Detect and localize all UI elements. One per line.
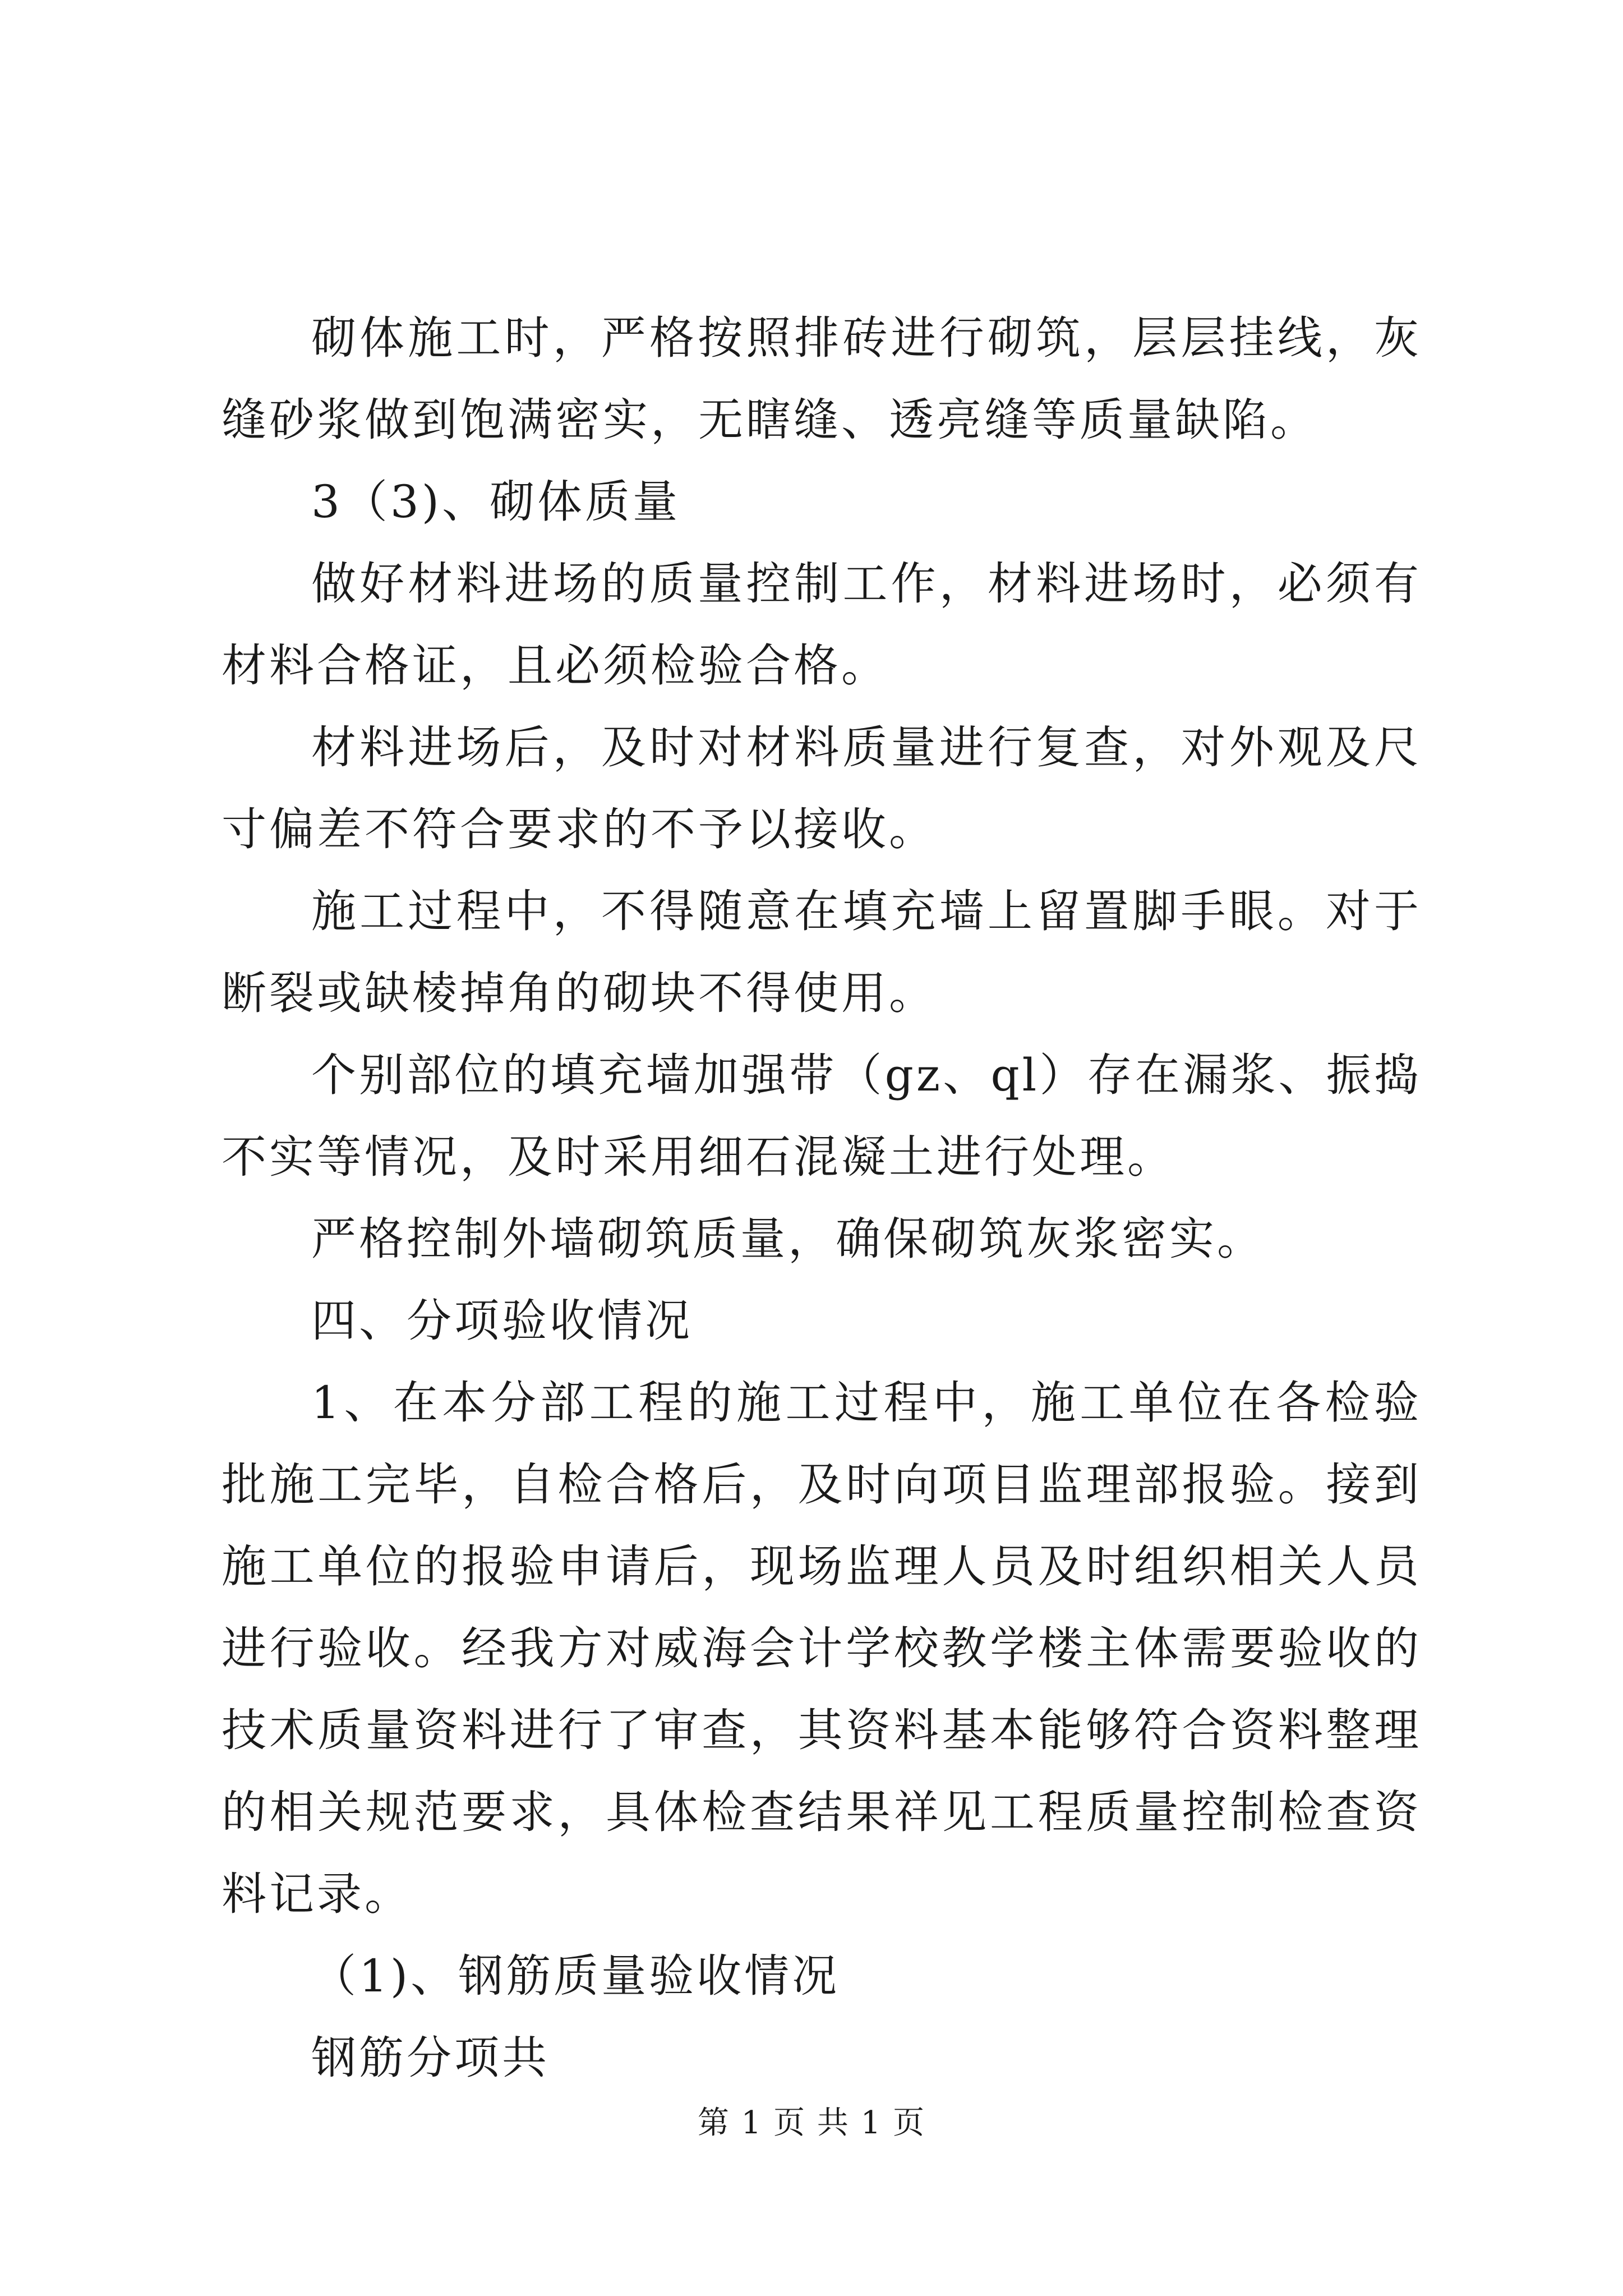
heading-rebar-acceptance: （1)、钢筋质量验收情况 <box>311 1950 840 2002</box>
paragraph-exterior-wall: 严格控制外墙砌筑质量，确保砌筑灰浆密实。 <box>311 1213 1265 1265</box>
paragraph-reinforcement-band: 个别部位的填充墙加强带（gz、ql）存在漏浆、振捣不实等情况，及时采用细石混凝土进行处理。 <box>222 1049 1422 1183</box>
heading-sub-item-acceptance: 四、分项验收情况 <box>311 1295 693 1347</box>
paragraph-material-entry-control: 做好材料进场的质量控制工作，材料进场时，必须有材料合格证，且必须检验合格。 <box>222 558 1422 692</box>
paragraph-rebar-count: 钢筋分项共 <box>311 2032 550 2084</box>
paragraph-material-recheck: 材料进场后，及时对材料质量进行复查，对外观及尺寸偏差不符合要求的不予以接收。 <box>222 721 1422 855</box>
paragraph-acceptance-process: 1、在本分部工程的施工过程中，施工单位在各检验批施工完毕，自检合格后，及时向项目监理部报验。接到施工单位的报验申请后，现场监理人员及时组织相关人员进行验收。经我方对威海会计学校教学楼主体需要验收的技术质量资料进行了审查，其资料基本能够符合资料整理的相关规范要求，具体检查结果祥见工程质量控制检查资料记录。 <box>222 1377 1422 1920</box>
page-footer: 第 1 页 共 1 页 <box>697 2105 926 2141</box>
heading-masonry-quality: 3（3)、砌体质量 <box>311 476 681 528</box>
paragraph-masonry-construction: 砌体施工时，严格按照排砖进行砌筑，层层挂线，灰缝砂浆做到饱满密实，无瞎缝、透亮缝等质量缺陷。 <box>222 312 1422 446</box>
document-body <box>222 297 1422 2099</box>
paragraph-scaffold-holes: 施工过程中，不得随意在填充墙上留置脚手眼。对于断裂或缺棱掉角的砌块不得使用。 <box>222 885 1422 1019</box>
